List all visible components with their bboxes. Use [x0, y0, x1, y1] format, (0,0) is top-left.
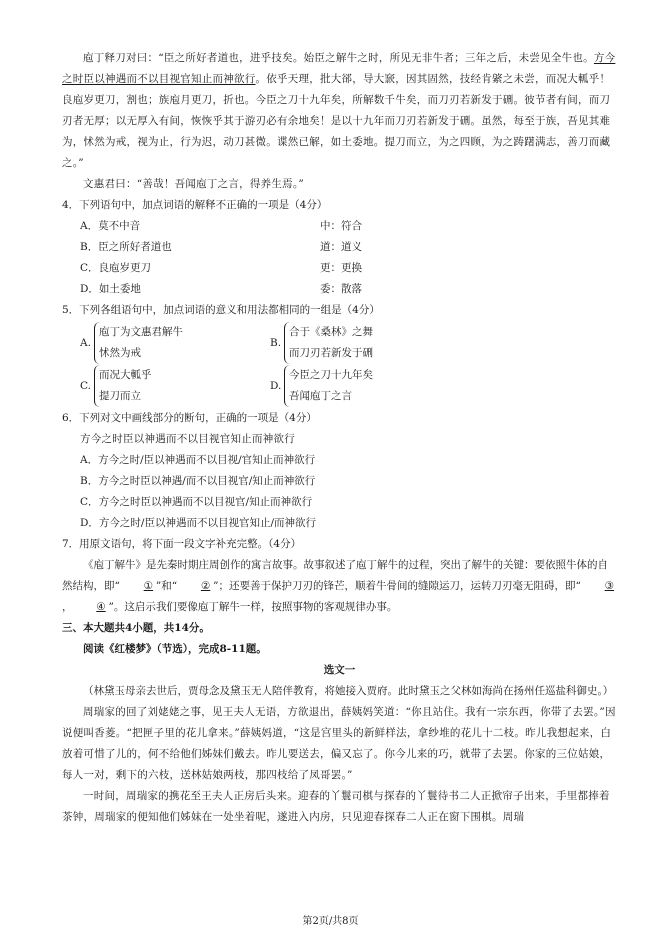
section-3-intro: 阅读《红楼梦》（节选），完成8-11题。 — [83, 643, 267, 655]
underlined-sentence: 方今之时臣以神遇而不以目视官知止而神欲行 — [62, 52, 616, 85]
q6-option-d: D．方今之时/臣以神遇而不以目视官知止/而神欲行 — [80, 517, 316, 529]
q4-option-d: D．如土委地 委：散落 — [80, 283, 362, 295]
q4-option-c: C．良庖岁更刀 更：更换 — [80, 262, 362, 274]
q6-option-a: A．方今之时/臣以神遇而不以目视/官知止而神欲行 — [80, 454, 316, 466]
passage-paragraph-2: 文惠君曰：“善哉！吾闻庖丁之言，得养生焉。” — [83, 178, 304, 190]
q5-option-a: A. 庖丁为文惠君解牛 怵然为戒 — [80, 322, 270, 364]
blank-1: ① — [143, 580, 154, 592]
q5-row-2 — [62, 365, 617, 407]
brace: 而况大軱乎 提刀而立 — [94, 365, 152, 407]
blank-4: ④ — [96, 601, 106, 613]
blank-2: ② — [200, 580, 211, 592]
brace: 今臣之刀十九年矣 吾闻庖丁之言 — [284, 365, 373, 407]
question-6-stem: 6．下列对文中画线部分的断句，正确的一项是（4分） — [62, 412, 317, 424]
section-3-title: 三、本大题共4小题，共14分。 — [62, 622, 210, 634]
question-4-stem: 4．下列语句中，加点词语的解释不正确的一项是（4分） — [62, 199, 328, 211]
excerpt-paragraph-2: 一时间，周瑞家的携花至王夫人正房后头来。迎春的丫鬟司棋与探春的丫鬟待书二人正掀帘子出来，手里都捧着茶钟，周瑞家的便知他们姊妹在一处坐着呢，遂进入内房，只见迎春探春二人正在窗下围棋。周瑞 — [62, 790, 610, 823]
excerpt-paragraph-1: 周瑞家的回了刘姥姥之事，见王夫人无语，方欲退出，薛姨妈笑道：“你且站住。我有一宗东西，你带了去罢。”因说便叫香菱。“把匣子里的花儿拿来。”薛姨妈道，“这是宫里头的新鲜样法，拿纱堆的花儿十二枝。昨儿我想起来，白放着可惜了儿的，何不给他们姊妹们戴去。昨儿要送去，偏又忘了。你今儿来的巧，就带了去罢。你家的三位姑娘，每人一对，剩下的六枝，送林姑娘两枝，那四枝给了凤哥罢。” — [62, 706, 616, 781]
excerpt-subtitle: 选文一 — [323, 664, 356, 676]
page-number: 第2页/共8页 — [302, 916, 359, 927]
brace: 庖丁为文惠君解牛 怵然为戒 — [94, 322, 183, 364]
passage-paragraph-1: 庖丁释刀对曰：“臣之所好者道也，进乎技矣。始臣之解牛之时，所见无非牛者；三年之后，未尝见全牛也。方今之时臣以神遇而不以目视官知止而神欲行。依乎天理，批大郤，导大窾，因其固然，技经肯綮之未尝，而况大軱乎！良庖岁更刀，割也；族庖月更刀，折也。今臣之刀十九年矣，所解数千牛矣，而刀刃若新发于硎。彼节者有间，而刀刃者无厚；以无厚入有间，恢恢乎其于游刃必有余地矣！是以十九年而刀刃若新发于硎。虽然，每至于族，吾见其难为，怵然为戒，视为止，行为迟，动刀甚微。谍然已解，如土委地。提刀而立，为之四顾，为之踌躇满志，善刀而藏之。” — [62, 52, 616, 169]
q4-option-a: A．莫不中音 中：符合 — [80, 220, 362, 232]
q6-option-b: B．方今之时臣以神遇/而不以目视官/知止而神欲行 — [80, 475, 316, 487]
question-5-stem: 5．下列各组语句中，加点词语的意义和用法都相同的一组是（4分） — [62, 304, 380, 316]
q7-body: 《庖丁解牛》是先秦时期庄周创作的寓言故事。故事叙述了庖丁解牛的过程，突出了解牛的关键：要依照牛体的自然结构，即“ ① ”和“ ② ”；还要善于保护刀刃的锋芒，顺着牛骨间的缝隙运刀，运转刀刃毫无阻碍，即“ ③， ④ ”。这启示我们要像庖丁解牛一样，按照事物的客观规律办事。 — [62, 555, 617, 618]
q5-row-1 — [62, 322, 617, 364]
q5-option-b: B. 合于《桑林》之舞 而刀刃若新发于硎 — [270, 322, 460, 364]
brace: 合于《桑林》之舞 而刀刃若新发于硎 — [284, 322, 373, 364]
q6-option-c: C．方今之时臣以神遇而不以目视官/知止而神欲行 — [80, 496, 313, 508]
blank-3: ③ — [604, 580, 615, 592]
q5-option-d: D. 今臣之刀十九年矣 吾闻庖丁之言 — [270, 365, 460, 407]
q5-option-c: C. 而况大軱乎 提刀而立 — [80, 365, 270, 407]
question-7-stem: 7．用原文语句，将下面一段文字补充完整。（4分） — [62, 538, 302, 550]
excerpt-note: （林黛玉母亲去世后，贾母念及黛玉无人陪伴教育，将她接入贾府。此时黛玉之父林如海尚在扬州任巡盐科御史。） — [83, 685, 614, 697]
q4-option-b: B．臣之所好者道也 道：道义 — [80, 241, 362, 253]
q6-quote: 方今之时臣以神遇而不以目视官知止而神欲行 — [80, 433, 295, 445]
